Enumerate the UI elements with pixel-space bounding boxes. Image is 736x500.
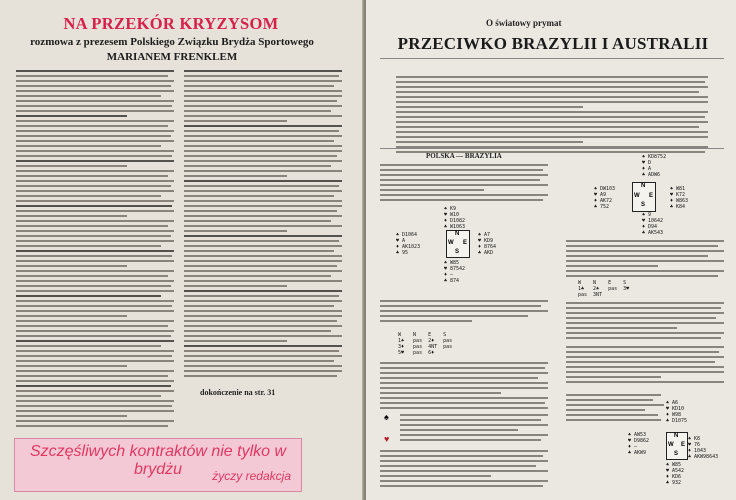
text-line [566, 307, 721, 309]
text-line [380, 372, 548, 374]
text-line [566, 414, 658, 416]
deal1-caption: POLSKA — BRAZYLIA [426, 152, 502, 160]
spade-symbol: ♠ [384, 412, 389, 422]
text-line [380, 475, 491, 477]
text-line [184, 185, 339, 187]
compass-s: S [641, 202, 646, 208]
text-line [16, 295, 161, 297]
text-line [400, 439, 541, 441]
text-line [380, 382, 548, 384]
right-column-1-text-a [380, 164, 548, 204]
text-line [566, 270, 724, 272]
text-line [16, 235, 171, 237]
text-line [184, 325, 342, 327]
heart-symbol: ♥ [384, 434, 390, 444]
deal3-west-hand: ♠ AW53 ♥ D9862 ♦ — ♣ AKW9 [628, 432, 650, 456]
text-line [16, 105, 172, 107]
text-line [16, 370, 174, 372]
text-line [396, 121, 708, 123]
text-line [184, 145, 342, 147]
text-line [184, 195, 334, 197]
text-line [16, 365, 127, 367]
deal1-east-hand: ♠ W81 ♥ K72 ♦ W863 ♣ K84 [670, 186, 689, 210]
text-line [16, 410, 174, 412]
right-column-2-text-b [566, 302, 724, 342]
text-line [184, 135, 342, 137]
compass-s: S [455, 249, 460, 255]
text-line [184, 190, 342, 192]
text-line [184, 345, 342, 347]
text-line [184, 275, 331, 277]
text-line [184, 320, 337, 322]
text-line [184, 265, 337, 267]
compass-w: W [634, 193, 640, 199]
text-line [16, 315, 127, 317]
text-line [566, 346, 724, 348]
text-line [16, 220, 174, 222]
text-line [380, 470, 548, 472]
right-column-1-text-d [400, 414, 548, 444]
text-line [16, 135, 171, 137]
article-title: NA PRZEKÓR KRYZYSOM [63, 14, 279, 33]
text-line [184, 160, 342, 162]
text-line [380, 179, 540, 181]
text-line [566, 394, 661, 396]
text-line [396, 101, 708, 103]
text-line [184, 100, 337, 102]
text-line [184, 75, 339, 77]
text-line [184, 375, 337, 377]
text-line [184, 130, 339, 132]
text-line [16, 270, 174, 272]
text-line [16, 390, 174, 392]
text-line [184, 295, 339, 297]
text-line [16, 80, 174, 82]
text-line [16, 415, 127, 417]
text-line [16, 400, 174, 402]
text-line [16, 320, 174, 322]
text-line [380, 199, 543, 201]
text-line [184, 165, 331, 167]
text-line [184, 340, 287, 342]
text-line [380, 164, 548, 166]
text-line [380, 460, 548, 462]
text-line [396, 131, 708, 133]
text-line [184, 90, 342, 92]
text-line [380, 465, 536, 467]
text-line [16, 380, 174, 382]
text-line [16, 325, 168, 327]
text-line [566, 366, 724, 368]
text-line [184, 335, 342, 337]
text-line [396, 81, 705, 83]
text-line [16, 95, 161, 97]
text-line [16, 170, 174, 172]
text-line [380, 174, 548, 176]
text-line [396, 141, 583, 143]
text-line [184, 230, 287, 232]
compass-e: E [681, 442, 686, 448]
text-line [184, 215, 342, 217]
article-title-right: PRZECIWKO BRAZYLII I AUSTRALII [397, 34, 709, 53]
text-line [184, 205, 342, 207]
text-line [16, 225, 168, 227]
text-line [16, 150, 174, 152]
text-line [184, 155, 337, 157]
text-line [184, 140, 334, 142]
deal1-west-hand: ♠ DW103 ♥ A9 ♦ AK72 ♣ 752 [594, 186, 616, 210]
text-line [184, 240, 339, 242]
text-line [184, 95, 342, 97]
text-line [184, 225, 342, 227]
text-line [184, 360, 334, 362]
text-line [16, 330, 174, 332]
text-line [184, 280, 342, 282]
text-line [380, 310, 548, 312]
text-line [184, 250, 334, 252]
text-line [184, 305, 334, 307]
compass-n: N [641, 183, 646, 189]
text-line [16, 300, 174, 302]
text-line [184, 365, 342, 367]
text-line [380, 189, 484, 191]
promo-signature: życzy redakcja [212, 469, 291, 483]
text-line [566, 381, 724, 383]
left-column-2 [184, 70, 342, 380]
text-line [566, 245, 718, 247]
text-line [380, 387, 548, 389]
text-line [16, 260, 174, 262]
text-line [16, 280, 174, 282]
text-line [16, 230, 174, 232]
text-line [16, 200, 174, 202]
deal2-west-hand: ♠ D1064 ♥ A ♦ AK1023 ♣ 95 [396, 232, 421, 256]
text-line [184, 330, 331, 332]
deal2-east-hand: ♠ A7 ♥ KD9 ♦ 8764 ♣ AKD [478, 232, 497, 256]
text-line [184, 180, 342, 182]
text-line [380, 194, 548, 196]
text-line [184, 260, 342, 262]
text-line [566, 322, 724, 324]
text-line [380, 362, 548, 364]
left-page [0, 0, 364, 500]
text-line [184, 370, 342, 372]
text-line [16, 265, 127, 267]
text-line [16, 165, 127, 167]
text-line [566, 250, 724, 252]
text-line [16, 155, 172, 157]
article-subtitle: rozmowa z prezesem Polskiego Związku Brydża Sportowego [30, 36, 314, 48]
right-column-2-text-c [566, 346, 724, 390]
text-line [380, 305, 541, 307]
text-line [566, 409, 645, 411]
promo-box [14, 438, 302, 492]
text-line [566, 337, 721, 339]
text-line [400, 414, 548, 416]
text-line [566, 371, 724, 373]
deal1-bidding: W N E S 1♣ 2♠ pas 3♥ pas 3NT [578, 280, 630, 298]
text-line [566, 260, 724, 262]
text-line [400, 434, 548, 436]
text-line [400, 424, 548, 426]
text-line [16, 240, 174, 242]
text-line [16, 90, 174, 92]
text-line [396, 116, 705, 118]
text-line [16, 185, 171, 187]
right-column-1-text-e [380, 450, 548, 490]
deal2-north-hand: ♠ K9 ♥ W10 ♦ D1082 ♣ W1063 [444, 206, 466, 230]
text-line [380, 320, 472, 322]
text-line [16, 75, 168, 77]
text-line [16, 385, 171, 387]
promo-text: Szczęśliwych kontraktów nie tylko w brydżu [29, 443, 287, 478]
compass-n: N [674, 433, 679, 439]
text-line [16, 140, 174, 142]
text-line [184, 200, 342, 202]
text-line [16, 110, 174, 112]
text-line [396, 136, 708, 138]
text-line [380, 485, 543, 487]
deal3-compass [666, 432, 688, 460]
title-rule-top [380, 58, 724, 59]
text-line [566, 376, 661, 378]
text-line [16, 255, 172, 257]
deal3-south-hand: ♠ W85 ♥ A542 ♦ KD6 ♣ 932 [666, 462, 685, 486]
text-line [184, 235, 342, 237]
text-line [184, 220, 331, 222]
text-line [184, 300, 342, 302]
compass-w: W [668, 442, 674, 448]
deal2-bidding: W N E S 1♠ pas 2♦ pas 3♦ pas 4NT pas 5♥ pas 6♦ [398, 332, 453, 356]
text-line [396, 86, 708, 88]
text-line [16, 180, 174, 182]
text-line [380, 397, 548, 399]
compass-e: E [463, 240, 468, 246]
text-line [396, 96, 708, 98]
text-line [16, 425, 168, 427]
text-line [16, 360, 174, 362]
text-line [16, 310, 174, 312]
text-line [16, 305, 172, 307]
text-line [16, 215, 127, 217]
text-line [16, 190, 174, 192]
text-line [184, 355, 342, 357]
text-line [380, 377, 538, 379]
text-line [16, 120, 174, 122]
text-line [16, 205, 172, 207]
text-line [400, 429, 518, 431]
text-line [566, 351, 719, 353]
text-line [16, 70, 174, 72]
text-line [396, 111, 708, 113]
text-line [380, 402, 545, 404]
text-line [396, 106, 583, 108]
text-line [16, 115, 127, 117]
text-line [184, 350, 339, 352]
text-line [566, 404, 664, 406]
text-line [184, 310, 342, 312]
text-line [184, 120, 287, 122]
text-line [184, 245, 342, 247]
text-line [16, 335, 171, 337]
text-line [184, 70, 342, 72]
continuation-note: dokończenie na str. 31 [200, 388, 276, 397]
text-line [566, 332, 724, 334]
text-line [566, 317, 716, 319]
text-line [184, 175, 287, 177]
text-line [184, 125, 342, 127]
text-line [16, 245, 161, 247]
text-line [566, 419, 661, 421]
text-line [184, 115, 342, 117]
text-line [16, 395, 161, 397]
left-column-1 [16, 70, 174, 430]
text-line [16, 355, 172, 357]
compass-n: N [455, 231, 460, 237]
text-line [16, 125, 168, 127]
compass-s: S [674, 451, 679, 457]
text-line [566, 327, 677, 329]
text-line [16, 250, 174, 252]
text-line [184, 255, 342, 257]
right-column-1-text-c [380, 362, 548, 412]
deal2-compass [446, 230, 470, 258]
text-line [566, 302, 724, 304]
text-line [566, 255, 708, 257]
text-line [16, 85, 171, 87]
right-column-2-text-a [566, 240, 724, 280]
text-line [16, 195, 161, 197]
text-line [566, 240, 724, 242]
intro-paragraph [396, 76, 708, 156]
article-kicker: O światowy prymat [486, 18, 562, 28]
deal1-south-hand: ♠ 9 ♥ 10642 ♦ D94 ♣ AK543 [642, 212, 664, 236]
text-line [16, 100, 174, 102]
text-line [380, 315, 528, 317]
text-line [380, 300, 548, 302]
text-line [396, 91, 699, 93]
text-line [566, 275, 718, 277]
text-line [16, 290, 174, 292]
deal2-south-hand: ♠ W85 ♥ 87542 ♦ — ♣ 874 [444, 260, 466, 284]
text-line [566, 312, 724, 314]
compass-e: E [649, 193, 654, 199]
text-line [184, 285, 287, 287]
text-line [380, 407, 548, 409]
text-line [16, 130, 174, 132]
text-line [566, 356, 724, 358]
deal1-compass [632, 182, 656, 212]
text-line [380, 455, 543, 457]
text-line [396, 76, 708, 78]
text-line [380, 367, 545, 369]
text-line [16, 375, 168, 377]
intro-rule [380, 148, 724, 149]
text-line [380, 392, 501, 394]
text-line [396, 126, 699, 128]
text-line [184, 210, 337, 212]
text-line [16, 285, 171, 287]
text-line [16, 420, 174, 422]
text-line [16, 175, 168, 177]
text-line [380, 450, 548, 452]
text-line [380, 480, 548, 482]
deal3-north-hand: ♠ A6 ♥ KD10 ♦ W98 ♣ D1075 [666, 400, 688, 424]
text-line [566, 265, 658, 267]
text-line [16, 350, 174, 352]
text-line [184, 110, 331, 112]
text-line [184, 80, 342, 82]
text-line [16, 340, 174, 342]
text-line [566, 399, 653, 401]
text-line [184, 290, 342, 292]
text-line [16, 145, 161, 147]
text-line [184, 315, 342, 317]
text-line [16, 160, 174, 162]
text-line [400, 419, 541, 421]
text-line [184, 170, 342, 172]
text-line [380, 184, 548, 186]
text-line [380, 169, 543, 171]
text-line [184, 105, 342, 107]
right-column-1-text-b [380, 300, 548, 328]
text-line [16, 210, 174, 212]
text-line [16, 275, 168, 277]
text-line [184, 150, 342, 152]
text-line [566, 361, 715, 363]
text-line [16, 405, 172, 407]
right-column-2-text-d [566, 394, 724, 424]
right-page [366, 0, 736, 500]
deal1-north-hand: ♠ KD8752 ♥ D ♦ A ♣ ADW6 [642, 154, 667, 178]
compass-w: W [448, 240, 454, 246]
deal3-east-hand: ♠ K8 ♥ 76 ♦ 1043 ♣ AKW98643 [688, 436, 719, 460]
text-line [16, 345, 161, 347]
text-line [184, 85, 334, 87]
interviewee-name: MARIANEM FRENKLEM [106, 51, 238, 63]
text-line [184, 270, 342, 272]
